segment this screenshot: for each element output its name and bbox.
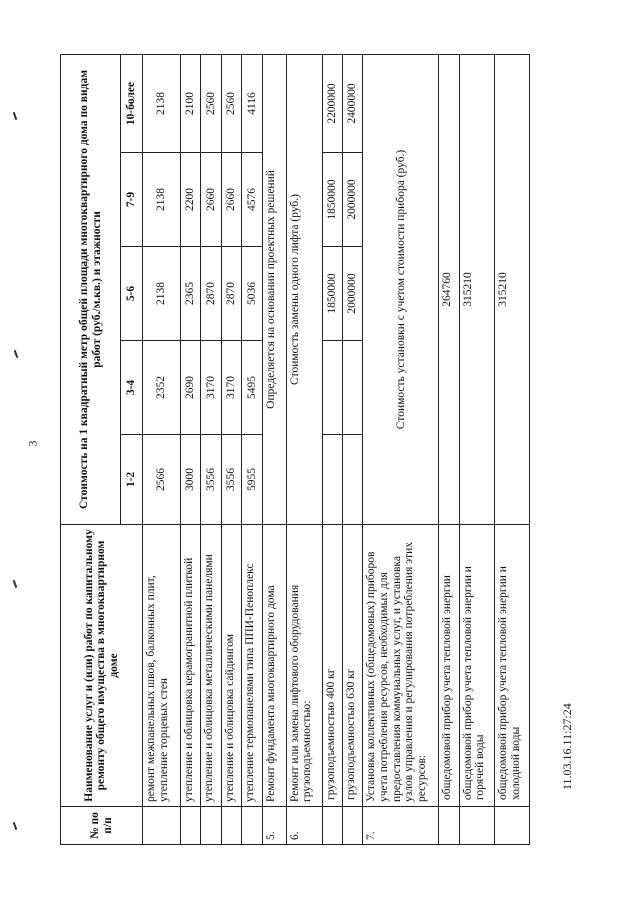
cell-value: 2200	[181, 153, 201, 247]
floor-header: 1-2	[121, 435, 143, 525]
row-number	[439, 807, 459, 845]
row-number	[459, 807, 494, 845]
cell-value: 2660	[221, 153, 241, 247]
row-number	[322, 807, 342, 845]
cell-value: 1850000	[322, 153, 342, 247]
row-name: утепление и облицовка сайдингом	[221, 525, 241, 807]
row-number	[201, 807, 221, 845]
row-number	[343, 807, 363, 845]
cell-value: 315210	[494, 54, 529, 524]
row-number: 6.	[286, 807, 322, 845]
table-row	[286, 54, 322, 844]
cell-value: 2365	[181, 247, 201, 341]
cell-value: 3000	[181, 435, 201, 525]
floor-header: 3-4	[121, 341, 143, 435]
cell-empty	[322, 435, 342, 525]
cell-value: 2138	[143, 54, 181, 152]
table-row	[201, 54, 221, 844]
cell-value: 2566	[143, 435, 181, 525]
cell-value: 315210	[459, 54, 494, 524]
row-number	[181, 807, 201, 845]
capital-repair-cost-table	[60, 54, 530, 845]
row-name: общедомовой прибор учета тепловой энергии и холодной воды	[494, 525, 529, 807]
header-number: № по п/п	[61, 807, 143, 845]
floor-header: 10-более	[121, 54, 143, 152]
floor-header: 5-6	[121, 247, 143, 341]
scan-speck	[14, 350, 19, 358]
cell-value: 2100	[181, 54, 201, 152]
row-name: общедомовой прибор учета тепловой энергии и горячей воды	[459, 525, 494, 807]
row-name: грузоподъемностью 400 кг	[322, 525, 342, 807]
cell-empty	[343, 341, 363, 435]
table-row	[242, 54, 262, 844]
floor-header: 7-9	[121, 153, 143, 247]
table-row	[262, 54, 286, 844]
cell-value: 2400000	[343, 54, 363, 152]
cell-value: 2870	[201, 247, 221, 341]
table-row	[322, 54, 342, 844]
row-number	[221, 807, 241, 845]
header-cost: Стоимость на 1 квадратный метр общей площади многоквартирного дома по видам работ (руб./м.кв.) и этажности	[61, 54, 121, 524]
row-name: ремонт межпанельных швов, балконных плит, утепление торцевых стен	[143, 525, 181, 807]
table-header-row	[61, 54, 121, 844]
header-name: Наименование услуг и (или) работ по капитальному ремонту общего имущества в многоквартирном доме	[61, 525, 143, 807]
page-number: 3	[25, 440, 40, 447]
row-name: утепление термопанелями типа ППИ-Пеноплекс	[242, 525, 262, 807]
cell-value: 1850000	[322, 247, 342, 341]
cell-value: 5036	[242, 247, 262, 341]
table-row	[343, 54, 363, 844]
cell-value: 3556	[221, 435, 241, 525]
cell-value: 264760	[439, 54, 459, 524]
cell-value: 2000000	[343, 247, 363, 341]
cell-value: 4116	[242, 54, 262, 152]
cell-value: 2690	[181, 341, 201, 435]
row-name: общедомовой прибор учета тепловой энергии	[439, 525, 459, 807]
row-number: 7.	[363, 807, 439, 845]
table-row	[363, 54, 439, 844]
row-number	[242, 807, 262, 845]
cell-value: 2660	[201, 153, 221, 247]
cell-value: 5495	[242, 341, 262, 435]
scan-speck	[13, 822, 18, 830]
cell-value: 3170	[201, 341, 221, 435]
cell-value: 2138	[143, 153, 181, 247]
cell-empty	[343, 435, 363, 525]
table-row	[439, 54, 459, 844]
table-row	[221, 54, 241, 844]
row-note: Определяется на основании проектных решений	[262, 54, 286, 524]
row-name: Ремонт фундамента многоквартирного дома	[262, 525, 286, 807]
row-name: утепление и облицовка керамогранитной плиткой	[181, 525, 201, 807]
row-note: Стоимость замены одного лифта (руб.)	[286, 54, 322, 524]
cell-value: 2352	[143, 341, 181, 435]
table-row	[181, 54, 201, 844]
table-row	[494, 54, 529, 844]
row-number	[143, 807, 181, 845]
cell-value: 4576	[242, 153, 262, 247]
cell-value: 2560	[201, 54, 221, 152]
cell-value: 3556	[201, 435, 221, 525]
print-timestamp: 11.03.16.11:27:24	[560, 703, 574, 790]
cell-value: 2000000	[343, 153, 363, 247]
cell-value: 2560	[221, 54, 241, 152]
cell-value: 2200000	[322, 54, 342, 152]
cell-value: 5955	[242, 435, 262, 525]
rotated-page-content	[60, 55, 530, 845]
row-note: Стоимость установки с учетом стоимости прибора (руб.)	[363, 54, 439, 524]
cell-value: 2870	[221, 247, 241, 341]
scan-speck	[13, 580, 18, 588]
cell-empty	[322, 341, 342, 435]
row-name: Установка коллективных (общедомовых) приборов учета потребления ресурсов, необходимых для предоставления коммунальных услуг, и установка узлов управления и регулирования потребления этих ресурсов:	[363, 525, 439, 807]
row-number: 5.	[262, 807, 286, 845]
row-name: утепление и облицовка металлическими панелями	[201, 525, 221, 807]
row-number	[494, 807, 529, 845]
row-name: Ремонт или замена лифтового оборудования грузоподъемностью:	[286, 525, 322, 807]
table-row	[459, 54, 494, 844]
cell-value: 2138	[143, 247, 181, 341]
scan-speck	[13, 112, 18, 120]
row-name: грузоподъемностью 630 кг	[343, 525, 363, 807]
cell-value: 3170	[221, 341, 241, 435]
table-row	[143, 54, 181, 844]
